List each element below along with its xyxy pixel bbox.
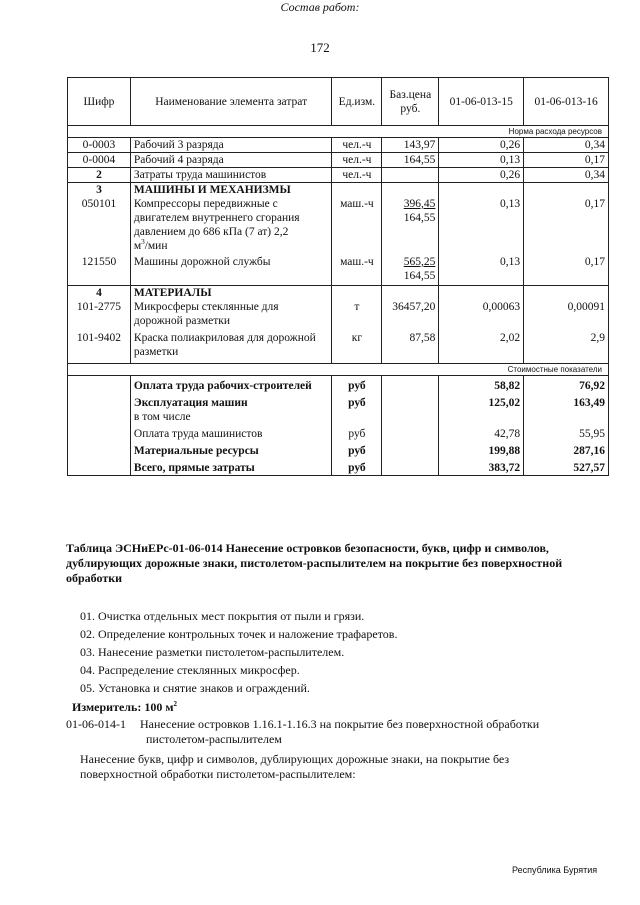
cell-col-b: 163,49 <box>524 394 609 424</box>
list-item: 02. Определение контрольных точек и наложение трафаретов. <box>80 627 398 641</box>
cell-name: Рабочий 3 разряда <box>130 138 332 153</box>
norm-subheader-row <box>68 126 609 138</box>
cell-unit: чел.-ч <box>332 168 382 183</box>
cost-subheader-row <box>68 364 609 376</box>
cell-col-a: 0,26 <box>439 138 524 153</box>
cell-col-b: 76,92 <box>524 376 609 395</box>
table-header-row <box>68 78 609 126</box>
list-item: 01. Очистка отдельных мест покрытия от пыли и грязи. <box>80 609 365 623</box>
section-row-machines <box>68 183 609 198</box>
cell-col-b: 2,9 <box>524 328 609 364</box>
cell-col-b: 527,57 <box>524 458 609 476</box>
header-base-price <box>382 78 439 126</box>
entry-description: Нанесение островков 1.16.1-1.16.3 на покрытие без поверхностной обработки пистолетом-распылителем <box>140 717 540 746</box>
page-number: 172 <box>310 40 330 55</box>
cell-unit: руб <box>332 441 382 458</box>
footer-region: Республика Бурятия <box>512 865 598 875</box>
cell-unit: руб <box>332 424 382 441</box>
work-composition-heading: Состав работ: <box>280 0 360 14</box>
cell-col-a: 383,72 <box>439 458 524 476</box>
cost-row-machines <box>68 394 609 424</box>
cell-code: 0-0004 <box>68 153 131 168</box>
cell-unit: руб <box>332 376 382 395</box>
cell-name: Машины дорожной службы <box>130 255 332 286</box>
cell-unit: кг <box>332 328 382 364</box>
cell-unit: руб <box>332 394 382 424</box>
cell-name: Материальные ресурсы <box>130 441 332 458</box>
cost-row-wages <box>68 376 609 395</box>
cell-unit: маш.-ч <box>332 255 382 286</box>
cell-col-b: 55,95 <box>524 424 609 441</box>
header-name: Наименование элемента затрат <box>130 78 332 126</box>
cell-col-b: 0,34 <box>524 168 609 183</box>
cell-col-b: 287,16 <box>524 441 609 458</box>
cell-name: Затраты труда машинистов <box>130 168 332 183</box>
cell-col-a: 58,82 <box>439 376 524 395</box>
table-row <box>68 328 609 364</box>
cell-col-a: 0,13 <box>439 255 524 286</box>
table-row <box>68 197 609 255</box>
cell-name: Рабочий 4 разряда <box>130 153 332 168</box>
cell-name: Оплата труда машинистов <box>130 424 332 441</box>
cell-name: Микросферы стеклянные для дорожной разметки <box>130 300 332 328</box>
section-title: МАТЕРИАЛЫ <box>130 286 332 301</box>
cost-row-machinist <box>68 424 609 441</box>
cell-code: 101-9402 <box>68 328 131 364</box>
cell-unit: чел.-ч <box>332 153 382 168</box>
cell-col-a: 0,13 <box>439 153 524 168</box>
cell-code: 101-2775 <box>68 300 131 328</box>
table-row <box>68 138 609 153</box>
section-title: Таблица ЭСНиЕРс-01-06-014 Нанесение островков безопасности, букв, цифр и символов, дублирующих дорожные знаки, пистолетом-распылителем на покрытие без поверхностной обработки <box>66 541 563 585</box>
cost-subheader: Стоимостные показатели <box>68 364 609 376</box>
cell-code: 0-0003 <box>68 138 131 153</box>
section-row-materials <box>68 286 609 301</box>
section-number: 3 <box>68 183 131 198</box>
list-item: 04. Распределение стеклянных микросфер. <box>80 663 300 677</box>
cell-price: 87,58 <box>382 328 439 364</box>
cell-price: 143,97 <box>382 138 439 153</box>
cell-code: 2 <box>68 168 131 183</box>
header-col-b: 01-06-013-16 <box>524 78 609 126</box>
resource-cost-table <box>67 77 609 476</box>
cell-col-b: 0,17 <box>524 153 609 168</box>
list-item: 03. Нанесение разметки пистолетом-распылителем. <box>80 645 345 659</box>
note-paragraph: Нанесение букв, цифр и символов, дублирующих дорожные знаки, на покрытие без поверхностной обработки пистолетом-распылителем: <box>80 752 510 781</box>
table-row <box>68 168 609 183</box>
cell-price: 565,25 164,55 <box>382 255 439 286</box>
cell-name: Оплата труда рабочих-строителей <box>130 376 332 395</box>
cell-col-a: 42,78 <box>439 424 524 441</box>
norm-subheader: Норма расхода ресурсов <box>68 126 609 138</box>
header-price-line1: Баз.цена <box>389 88 432 101</box>
cell-col-a: 125,02 <box>439 394 524 424</box>
cell-name: Компрессоры передвижные с двигателем внутреннего сгорания давлением до 686 кПа (7 ат) 2,2 $м^3$/мин <box>130 197 332 255</box>
cell-col-a: 0,26 <box>439 168 524 183</box>
cell-col-a: 199,88 <box>439 441 524 458</box>
measure-unit: Измеритель: 100 $м^2$ <box>72 700 178 714</box>
section-title: МАШИНЫ И МЕХАНИЗМЫ <box>130 183 332 198</box>
list-item: 05. Установка и снятие знаков и ограждений. <box>80 681 310 695</box>
table-row <box>68 300 609 328</box>
section-number: 4 <box>68 286 131 301</box>
cell-price: 36457,20 <box>382 300 439 328</box>
entry-code: 01-06-014-1 <box>66 717 126 731</box>
cell-name: Краска полиакриловая для дорожной разметки <box>130 328 332 364</box>
cell-price <box>382 168 439 183</box>
cell-col-b: 0,17 <box>524 197 609 255</box>
cost-row-materials <box>68 441 609 458</box>
cell-col-b: 0,00091 <box>524 300 609 328</box>
cell-price: 164,55 <box>382 153 439 168</box>
cell-unit: т <box>332 300 382 328</box>
table-row <box>68 255 609 286</box>
cell-unit: руб <box>332 458 382 476</box>
table-row <box>68 153 609 168</box>
cell-col-b: 0,34 <box>524 138 609 153</box>
cell-name: Эксплуатация машин в том числе <box>130 394 332 424</box>
cell-code: 050101 <box>68 197 131 255</box>
cell-name: Всего, прямые затраты <box>130 458 332 476</box>
cell-col-a: 0,00063 <box>439 300 524 328</box>
cell-col-a: 0,13 <box>439 197 524 255</box>
cost-row-total <box>68 458 609 476</box>
cell-col-b: 0,17 <box>524 255 609 286</box>
header-col-a: 01-06-013-15 <box>439 78 524 126</box>
cell-code: 121550 <box>68 255 131 286</box>
cell-unit: чел.-ч <box>332 138 382 153</box>
header-unit: Ед.изм. <box>332 78 382 126</box>
header-code: Шифр <box>68 78 131 126</box>
cell-price: 396,45 164,55 <box>382 197 439 255</box>
cell-unit: маш.-ч <box>332 197 382 255</box>
cell-col-a: 2,02 <box>439 328 524 364</box>
header-price-line2: руб. <box>400 102 421 115</box>
